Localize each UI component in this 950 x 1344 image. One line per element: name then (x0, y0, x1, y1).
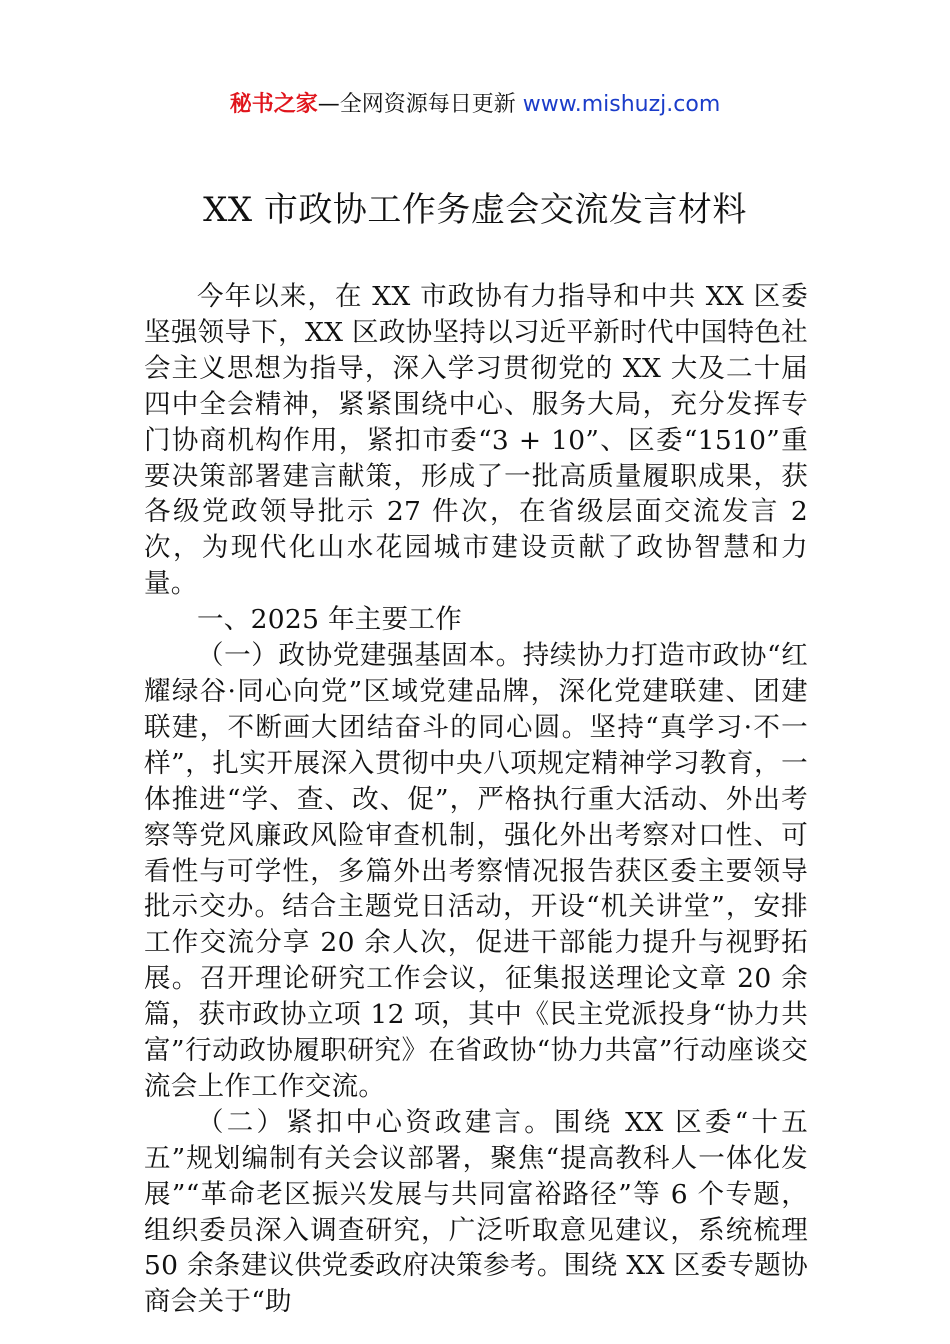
site-tagline: —全网资源每日更新 (317, 92, 523, 117)
section-heading: 一、2025 年主要工作 (197, 604, 462, 636)
site-header (0, 88, 950, 122)
site-url-link[interactable]: www.mishuzj.com (522, 92, 721, 117)
paragraph-advisory: （二）紧扣中心资政建言。围绕 XX 区委“十五五”规划编制有关会议部署，聚焦“提高教科人一体化发展”“革命老区振兴发展与共同富裕路径”等 6 个专题，组织委员深入调查研究，广泛听取意见建议，系统梳理 50 余条建议供党委政府决策参考。围绕 XX 区委专题协商会关于“助 (144, 1106, 808, 1318)
document-body (144, 279, 808, 1320)
site-brand: 秘书之家 (229, 92, 318, 117)
paragraph-party-building: （一）政协党建强基固本。持续协力打造市政协“红耀绿谷·同心向党”区域党建品牌，深化党建联建、团建联建，不断画大团结奋斗的同心圆。坚持“真学习·不一样”，扎实开展深入贯彻中央八项规定精神学习教育，一体推进“学、查、改、促”，严格执行重大活动、外出考察等党风廉政风险审查机制，强化外出考察对口性、可看性与可学性，多篇外出考察情况报告获区委主要领导批示交办。结合主题党日活动，开设“机关讲堂”，安排工作交流分享 20 余人次，促进干部能力提升与视野拓展。召开理论研究工作会议，征集报送理论文章 20 余篇，获市政协立项 12 项，其中《民主党派投身“协力共富”行动政协履职研究》在省政协“协力共富”行动座谈交流会上作工作交流。 (144, 640, 808, 1102)
document-title: XX 市政协工作务虚会交流发言材料 (203, 190, 747, 230)
paragraph-intro: 今年以来，在 XX 市政协有力指导和中共 XX 区委坚强领导下，XX 区政协坚持以习近平新时代中国特色社会主义思想为指导，深入学习贯彻党的 XX 大及二十届四中全会精神，紧紧围绕中心、服务大局，充分发挥专门协商机构作用，紧扣市委“3 + 10”、区委“1510”重要决策部署建言献策，形成了一批高质量履职成果，获各级党政领导批示 27 件次，在省级层面交流发言 2 次，为现代化山水花园城市建设贡献了政协智慧和力量。 (144, 281, 808, 600)
